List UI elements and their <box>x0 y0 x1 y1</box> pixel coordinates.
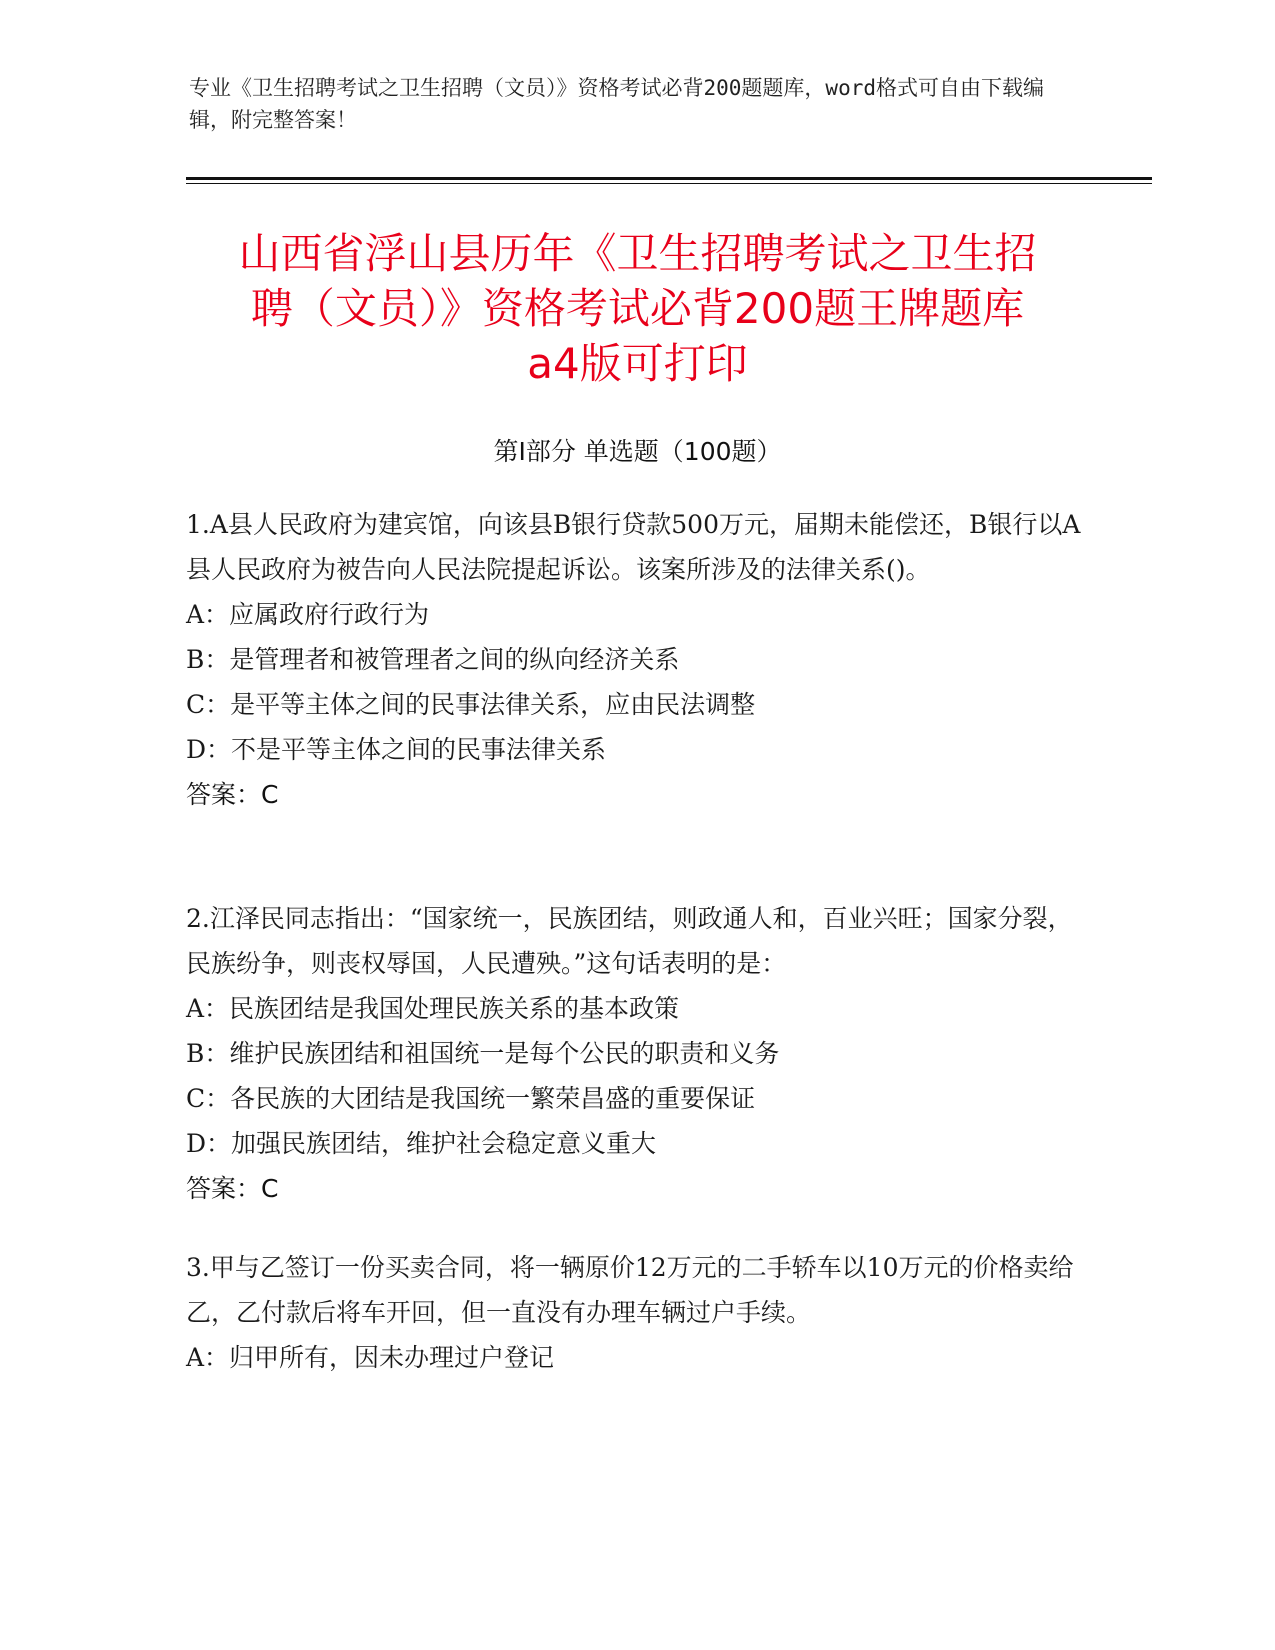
header-note: 专业《卫生招聘考试之卫生招聘（文员）》资格考试必背200题题库，word格式可自由下载编辑，附完整答案！ <box>189 76 1044 132</box>
question-2-option-b: B：维护民族团结和祖国统一是每个公民的职责和义务 <box>186 1039 780 1068</box>
question-1-option-d: D：不是平等主体之间的民事法律关系 <box>186 735 607 764</box>
question-1-option-b: B：是管理者和被管理者之间的纵向经济关系 <box>186 645 680 674</box>
question-2-option-a: A：民族团结是我国处理民族关系的基本政策 <box>186 994 680 1023</box>
document-title-line-2: 聘（文员）》资格考试必背200题王牌题库 <box>250 284 1025 333</box>
question-2 <box>186 896 1086 1211</box>
question-3-option-a: A：归甲所有，因未办理过户登记 <box>186 1343 555 1372</box>
document-title-line-3: a4版可打印 <box>527 339 748 388</box>
question-2-answer: 答案：C <box>186 1174 279 1203</box>
question-2-stem: 2.江泽民同志指出：“国家统一，民族团结，则政通人和，百业兴旺；国家分裂，民族纷争，则丧权辱国，人民遭殃。”这句话表明的是： <box>186 904 1073 978</box>
question-1-answer: 答案：C <box>186 780 279 809</box>
question-3-stem: 3.甲与乙签订一份买卖合同，将一辆原价12万元的二手轿车以10万元的价格卖给乙，乙付款后将车开回，但一直没有办理车辆过户手续。 <box>186 1253 1074 1327</box>
question-2-option-d: D：加强民族团结，维护社会稳定意义重大 <box>186 1129 657 1158</box>
question-3 <box>186 1245 1086 1380</box>
section-title: 第Ⅰ部分 单选题（100题） <box>493 437 782 466</box>
header-rule-thick <box>186 177 1152 180</box>
document-title <box>160 226 1115 391</box>
question-1-option-c: C：是平等主体之间的民事法律关系，应由民法调整 <box>186 690 756 719</box>
question-2-option-c: C：各民族的大团结是我国统一繁荣昌盛的重要保证 <box>186 1084 756 1113</box>
question-1-stem: 1.A县人民政府为建宾馆，向该县B银行贷款500万元，届期未能偿还，B银行以A县人民政府为被告向人民法院提起诉讼。该案所涉及的法律关系()。 <box>186 510 1081 584</box>
question-1 <box>186 502 1086 817</box>
document-title-line-1: 山西省浮山县历年《卫生招聘考试之卫生招 <box>238 229 1037 278</box>
question-1-option-a: A：应属政府行政行为 <box>186 600 430 629</box>
header-rule-thin <box>186 183 1152 184</box>
